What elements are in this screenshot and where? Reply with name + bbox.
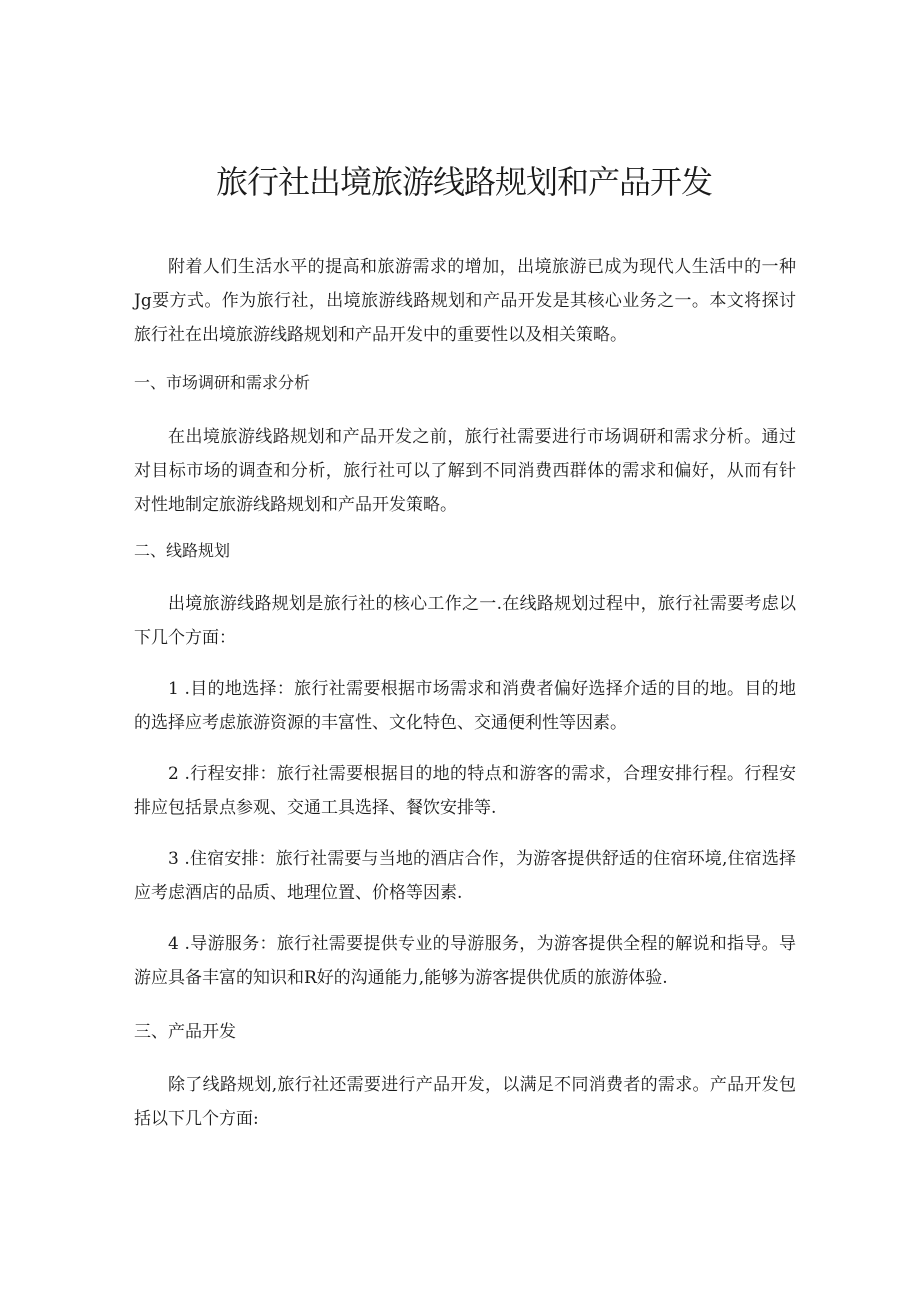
document-title: 旅行社出境旅游线路规划和产品开发 xyxy=(215,163,712,201)
section-1-paragraph: 在出境旅游线路规划和产品开发之前，旅行社需要进行市场调研和需求分析。通过对目标市场的调查和分析，旅行社可以了解到不同消费西群体的需求和偏好，从而有针对性地制定旅游线路规划和产品开发策略。 xyxy=(134,427,796,515)
section-1-heading: 一、市场调研和需求分析 xyxy=(134,373,311,392)
section-3-paragraph: 除了线路规划,旅行社还需要进行产品开发，以满足不同消费者的需求。产品开发包括以下几个方面: xyxy=(134,1075,796,1129)
list-item-4: 4 .导游服务：旅行社需要提供专业的导游服务，为游客提供全程的解说和指导。导游应具备丰富的知识和R好的沟通能力,能够为游客提供优质的旅游体验. xyxy=(134,934,796,988)
section-2-heading: 二、线路规划 xyxy=(134,541,231,560)
list-item-1: 1 .目的地选择：旅行社需要根据市场需求和消费者偏好选择介适的目的地。目的地的选择应考虑旅游资源的丰富性、文化特色、交通便利性等因素。 xyxy=(134,679,796,733)
list-item-3: 3 .住宿安排：旅行社需要与当地的酒店合作，为游客提供舒适的住宿环境,住宿选择应考虑酒店的品质、地理位置、价格等因素. xyxy=(134,849,796,903)
section-3-heading: 三、产品开发 xyxy=(134,1022,236,1042)
section-2-paragraph: 出境旅游线路规划是旅行社的核心工作之一.在线路规划过程中，旅行社需要考虑以下几个方面： xyxy=(134,594,796,648)
list-item-2: 2 .行程安排：旅行社需要根据目的地的特点和游客的需求，合理安排行程。行程安排应包括景点参观、交通工具选择、餐饮安排等. xyxy=(134,764,796,818)
intro-paragraph: 附着人们生活水平的提高和旅游需求的增加，出境旅游已成为现代人生活中的一种Jg要方式。作为旅行社，出境旅游线路规划和产品开发是其核心业务之一。本文将探讨旅行社在出境旅游线路规划和产品开发中的重要性以及相关策略。 xyxy=(134,257,796,345)
